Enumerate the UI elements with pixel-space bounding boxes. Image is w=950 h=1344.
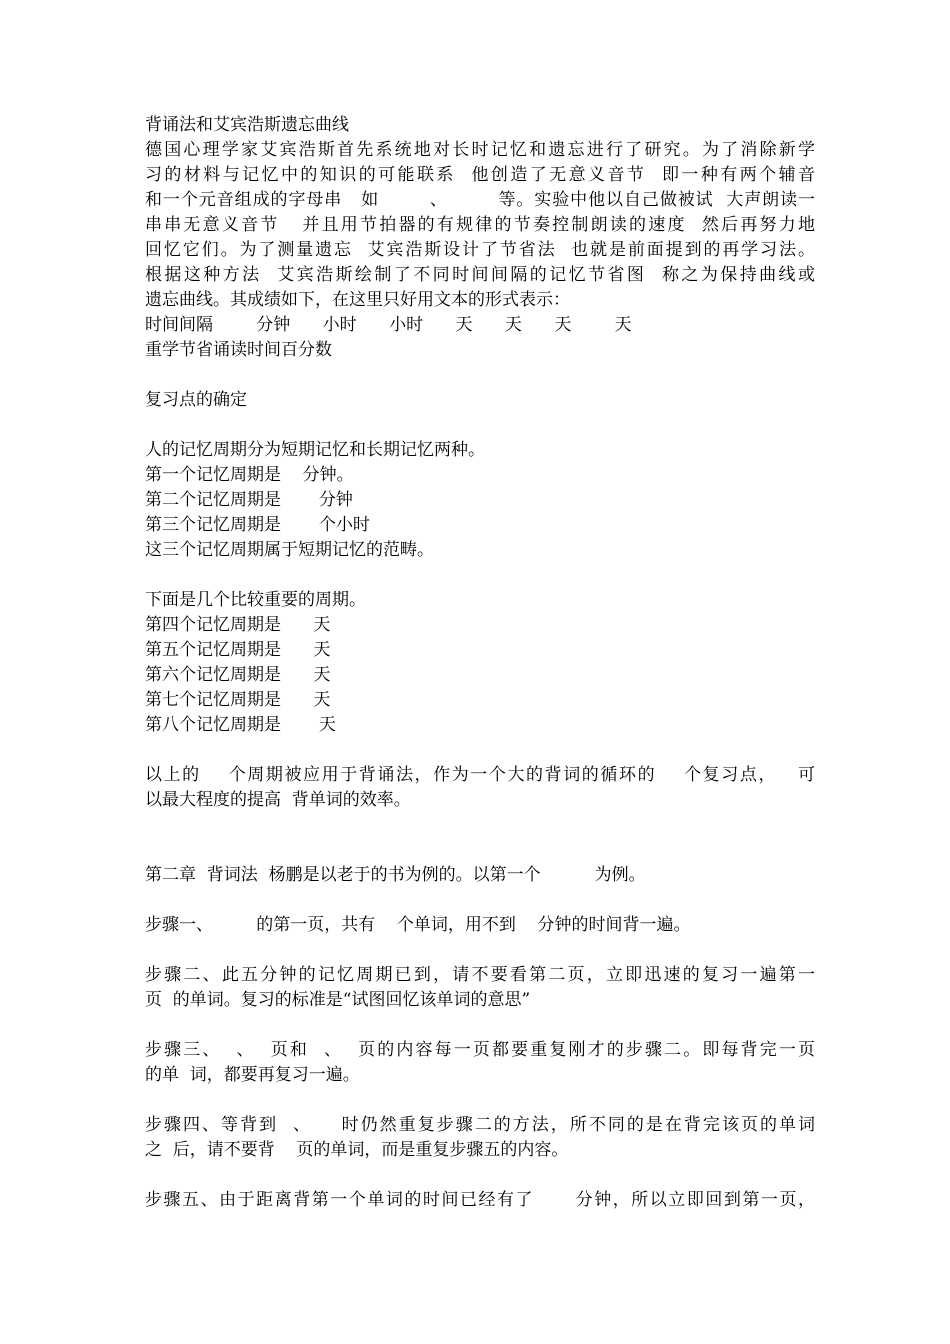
intro-line: 德国心理学家艾宾浩斯首先系统地对长时记忆和遗忘进行了研究。为了消除新学	[145, 140, 815, 160]
step-four-line: 之 后，请不要背 页的单词，而是重复步骤五的内容。	[145, 1140, 569, 1160]
period-intro: 人的记忆周期分为短期记忆和长期记忆两种。	[145, 440, 485, 460]
cycle-line: 以上的 个周期被应用于背诵法，作为一个大的背词的循环的 个复习点， 可	[145, 765, 815, 785]
short-period-item: 第一个记忆周期是 分钟。	[145, 465, 354, 485]
spacer	[145, 838, 815, 863]
long-period-item: 第五个记忆周期是 天	[145, 640, 331, 660]
spacer	[145, 1013, 815, 1038]
long-period-item: 第七个记忆周期是 天	[145, 690, 331, 710]
step-two-line: 步骤二、此五分钟的记忆周期已到，请不要看第二页，立即迅速的复习一遍第一	[145, 965, 815, 985]
cycle-line: 以最大程度的提高 背单词的效率。	[145, 790, 411, 810]
spacer	[145, 1088, 815, 1113]
intro-line: 遗忘曲线。其成绩如下，在这里只好用文本的形式表示：	[145, 290, 570, 310]
step-three-line: 的单 词，都要再复习一遍。	[145, 1065, 360, 1085]
spacer	[145, 563, 815, 588]
intro-line: 和一个元音组成的字母串 如 、 等。实验中他以自己做被试 大声朗读一	[145, 190, 815, 210]
retention-table-row: 重学节省诵读时间百分数	[145, 340, 332, 360]
chapter-heading: 第二章 背词法 杨鹏是以老于的书为例的。以第一个 为例。	[145, 865, 646, 885]
short-period-summary: 这三个记忆周期属于短期记忆的范畴。	[145, 540, 434, 560]
step-two-line: 页 的单词。复习的标准是“试图回忆该单词的意思”	[145, 990, 531, 1010]
intro-line: 串串无意义音节 并且用节拍器的有规律的节奏控制朗读的速度 然后再努力地	[145, 215, 815, 235]
step-one: 步骤一、 的第一页，共有 个单词，用不到 分钟的时间背一遍。	[145, 915, 691, 935]
spacer	[145, 413, 815, 438]
spacer	[145, 888, 815, 913]
spacer	[145, 813, 815, 838]
intro-line: 回忆它们。为了测量遗忘 艾宾浩斯设计了节省法 也就是前面提到的再学习法。	[145, 240, 815, 260]
long-period-item: 第六个记忆周期是 天	[145, 665, 331, 685]
spacer	[145, 738, 815, 763]
long-period-item: 第八个记忆周期是 天	[145, 715, 336, 735]
long-period-intro: 下面是几个比较重要的周期。	[145, 590, 366, 610]
long-period-item: 第四个记忆周期是 天	[145, 615, 331, 635]
intro-line: 根据这种方法 艾宾浩斯绘制了不同时间间隔的记忆节省图 称之为保持曲线或	[145, 265, 815, 285]
short-period-item: 第三个记忆周期是 个小时	[145, 515, 370, 535]
retention-table-header: 时间间隔 分钟 小时 小时 天 天 天 天	[145, 315, 632, 335]
intro-line: 习的材料与记忆中的知识的可能联系 他创造了无意义音节 即一种有两个辅音	[145, 165, 815, 185]
step-three-line: 步骤三、 、 页和 、 页的内容每一页都要重复刚才的步骤二。即每背完一页	[145, 1040, 815, 1060]
spacer	[145, 363, 815, 388]
spacer	[145, 938, 815, 963]
step-five-line: 步骤五、由于距离背第一个单词的时间已经有了 分钟，所以立即回到第一页，	[145, 1190, 815, 1210]
document-body	[145, 113, 815, 1213]
spacer	[145, 1163, 815, 1188]
short-period-item: 第二个记忆周期是 分钟	[145, 490, 353, 510]
section-heading: 复习点的确定	[145, 390, 247, 410]
step-four-line: 步骤四、等背到 、 时仍然重复步骤二的方法，所不同的是在背完该页的单词	[145, 1115, 815, 1135]
document-title: 背诵法和艾宾浩斯遗忘曲线	[145, 115, 349, 135]
